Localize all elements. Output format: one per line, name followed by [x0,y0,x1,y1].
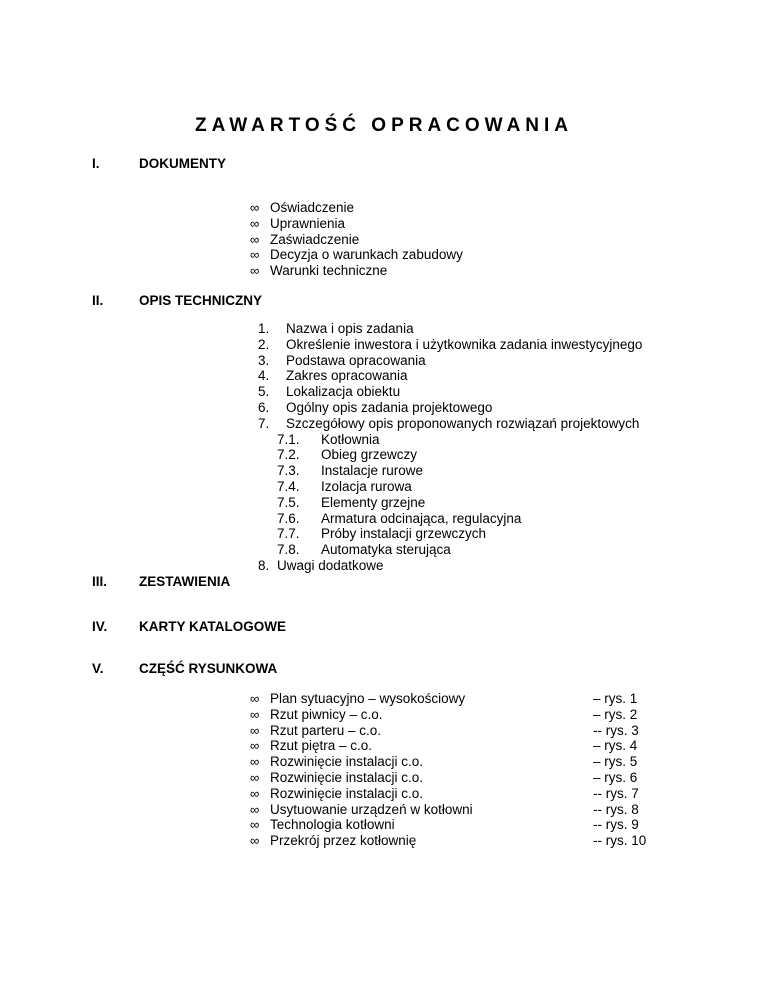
list-item-text: Uprawnienia [270,215,346,231]
section-number: IV. [92,619,108,634]
section-label: KARTY KATALOGOWE [139,619,286,634]
list-item [250,738,670,754]
list-item [250,786,670,802]
bullet-icon: ∞ [250,200,260,215]
bullet-icon: ∞ [250,817,260,833]
item-text: Instalacje rurowe [321,463,424,479]
drawing-number: -- rys. 7 [593,785,639,801]
item-text: Automatyka sterująca [321,542,451,558]
bullet-icon: ∞ [250,769,260,785]
item-text: Szczegółowy opis proponowanych rozwiązań projektowych [286,415,640,431]
item-text: Uwagi dodatkowe [277,557,384,573]
list-item [250,707,670,723]
section-label: CZĘŚĆ RYSUNKOWA [139,661,278,676]
list-item-text: Decyzja o warunkach zabudowy [270,247,463,263]
item-number: 7.7. [277,526,300,542]
item-number: 7. [258,415,270,431]
bullet-icon: ∞ [250,231,260,247]
bullet-icon: ∞ [250,263,260,279]
drawings-list [250,691,670,849]
bullet-icon: ∞ [250,754,260,770]
item-number: 2. [258,336,270,352]
drawing-title: Rozwinięcie instalacji c.o. [270,785,424,801]
bullet-icon: ∞ [250,691,260,706]
bullet-icon: ∞ [250,706,260,722]
section-number: V. [92,661,104,676]
item-text: Armatura odcinająca, regulacyjna [321,510,522,526]
item-number: 7.5. [277,494,300,510]
list-item-text: Oświadczenie [270,200,355,215]
drawing-title: Rozwinięcie instalacji c.o. [270,769,424,785]
drawing-title: Plan sytuacyjno – wysokościowy [270,691,466,706]
item-number: 1. [258,321,270,336]
drawing-title: Rzut piwnicy – c.o. [270,706,383,722]
item-number: 3. [258,352,270,368]
drawing-number: – rys. 6 [593,769,638,785]
drawing-title: Usytuowanie urządzeń w kotłowni [270,801,473,817]
section-number: II. [92,293,104,308]
item-text: Podstawa opracowania [286,352,426,368]
list-item [250,691,670,707]
drawing-title: Przekrój przez kotłownię [270,833,417,849]
drawing-number: -- rys. 10 [593,833,647,849]
item-text: Określenie inwestora i użytkownika zadania inwestycyjnego [286,336,643,352]
list-item [250,802,670,818]
item-text: Kotłownia [321,431,380,447]
list-item [250,770,670,786]
drawing-number: – rys. 5 [593,754,638,770]
section-number: III. [92,574,108,589]
bullet-icon: ∞ [250,785,260,801]
section-label: ZESTAWIENIA [139,574,231,589]
item-text: Próby instalacji grzewczych [321,526,487,542]
item-number: 7.6. [277,510,300,526]
drawing-title: Rzut piętra – c.o. [270,738,373,754]
item-text: Izolacja rurowa [321,478,412,494]
drawing-number: -- rys. 8 [593,801,639,817]
item-number: 8. [258,557,270,573]
page-title: ZAWARTOŚĆ OPRACOWANIA [194,115,574,136]
section-number: I. [92,156,100,171]
drawing-number: – rys. 2 [593,706,638,722]
item-number: 4. [258,368,270,384]
drawing-number: -- rys. 9 [593,817,639,833]
item-number: 7.8. [277,542,300,558]
item-number: 7.2. [277,447,300,463]
item-number: 7.1. [277,431,300,447]
bullet-icon: ∞ [250,738,260,754]
list-item-text: Warunki techniczne [270,263,388,279]
bullet-icon: ∞ [250,215,260,231]
bullet-icon: ∞ [250,247,260,263]
item-number: 7.3. [277,463,300,479]
item-text: Nazwa i opis zadania [286,321,414,336]
bullet-icon: ∞ [250,801,260,817]
item-number: 6. [258,399,270,415]
item-text: Elementy grzejne [321,494,426,510]
item-text: Zakres opracowania [286,368,408,384]
list-item [250,833,670,849]
section-label: OPIS TECHNICZNY [139,293,263,308]
item-number: 7.4. [277,478,300,494]
drawing-number: – rys. 4 [593,738,638,754]
bullet-icon: ∞ [250,833,260,849]
drawing-title: Rozwinięcie instalacji c.o. [270,754,424,770]
drawing-number: – rys. 1 [593,691,638,706]
drawing-title: Rzut parteru – c.o. [270,722,382,738]
item-text: Ogólny opis zadania projektowego [286,399,493,415]
list-item [250,817,670,833]
drawing-title: Technologia kotłowni [270,817,395,833]
item-text: Obieg grzewczy [321,447,418,463]
drawing-number: -- rys. 3 [593,722,639,738]
list-item [250,754,670,770]
item-text: Lokalizacja obiektu [286,384,401,400]
item-number: 5. [258,384,270,400]
bullet-icon: ∞ [250,722,260,738]
list-item [250,723,670,739]
list-item-text: Zaświadczenie [270,231,360,247]
section-label: DOKUMENTY [139,156,226,171]
